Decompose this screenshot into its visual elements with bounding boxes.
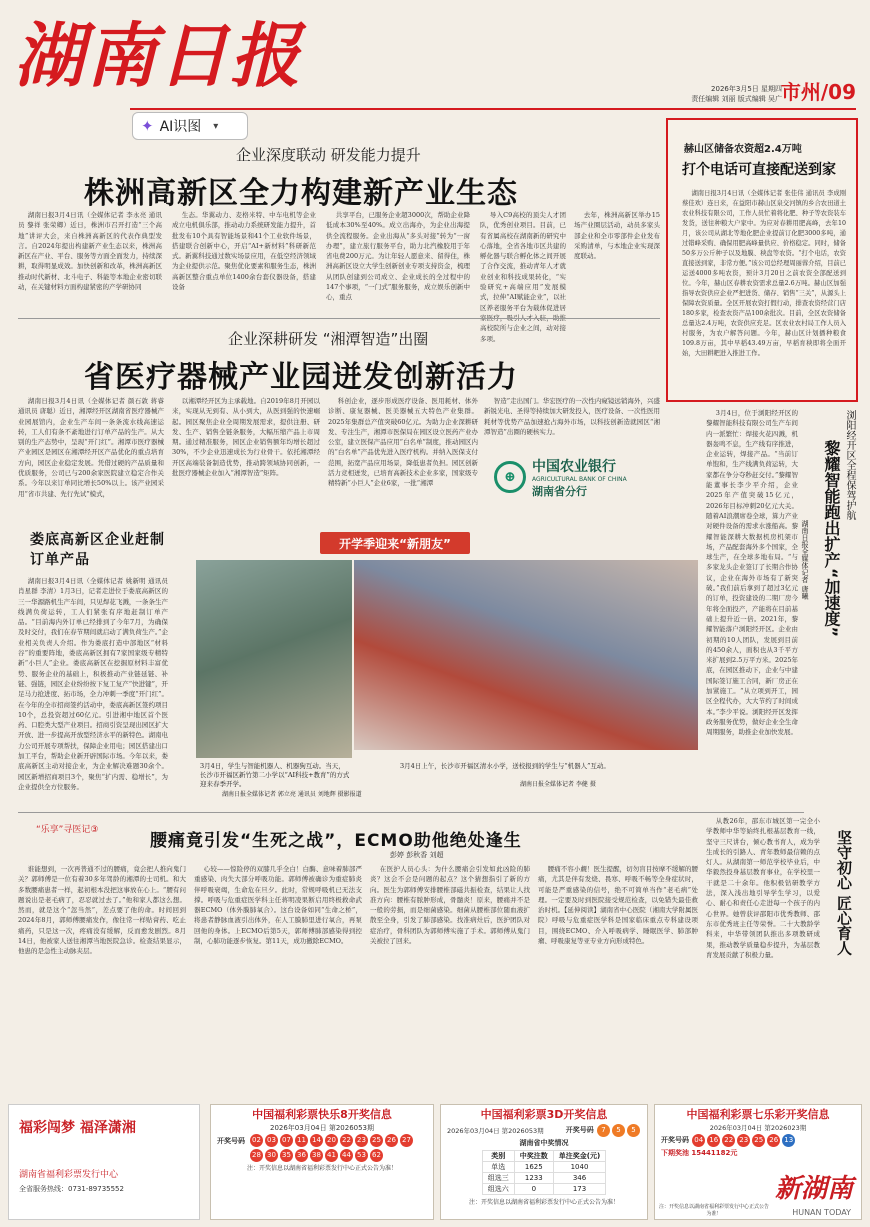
lottery-ball: 7 (597, 1124, 610, 1137)
masthead-meta (691, 84, 782, 104)
sidebar-title1: 赫山区储备农资超2.4万吨 (684, 144, 802, 155)
lottery-3d-numbers-wrap (566, 1123, 641, 1138)
lottery-ball: 14 (310, 1134, 323, 1147)
lottery-7le-balls (691, 1136, 796, 1144)
lottery-kl8-balls (249, 1133, 419, 1163)
lottery-kl8-footer: 注：开奖信息以湖南省福利彩票发行中心正式公告为准！ (246, 1165, 397, 1172)
article2-col2 (172, 396, 320, 506)
lottery-ball: 30 (265, 1149, 278, 1162)
table-cell: 173 (553, 1184, 605, 1195)
masthead-title: 湖南日报 (14, 14, 302, 97)
lottery-ball: 03 (265, 1134, 278, 1147)
lottery-ball: 41 (325, 1149, 338, 1162)
lottery-7le-numbers (655, 1133, 861, 1148)
article2-headline: 省医疗器械产业园迸发创新活力 (84, 360, 518, 395)
divider (18, 318, 660, 319)
divider (18, 812, 804, 813)
lottery-kl8-numbers (211, 1133, 433, 1163)
abc-text (532, 456, 627, 499)
article4-col3 (370, 864, 530, 1084)
article1-col4 (480, 210, 566, 343)
lottery-ball: 28 (250, 1149, 263, 1162)
lottery-3d-table (482, 1150, 606, 1195)
sidebar-title2: 打个电话可直接配送到家 (682, 162, 836, 178)
lottery-7le-footer: 注：开奖信息以湖南省福利彩票发行中心正式公告为准！ (659, 1204, 770, 1217)
article1-col1 (18, 210, 162, 310)
article4-col2 (194, 864, 362, 1084)
article1-col2-text: 生态。华翼动力、麦格米特、中车电机等企业成立电机俱乐部，推动动力系统研发能力提升，首批发布10个具有智能场景和41个工业软件场景，搭建联合创新中心，开启“AI+新材料”科研新范式。新翼科技通过数实场景应用，在低空经济领域为企业提供示范。聚焦优化要素和服务生态，株洲高新区整合重点单位1400余台套仪器设备，搭建设备 (172, 211, 316, 292)
editors-line: 责任编辑 刘丽 版式编辑 吴广 (691, 95, 782, 103)
lottery-special-ball: 13 (782, 1134, 795, 1147)
article4-col1 (18, 864, 186, 1084)
lottery-7le (654, 1104, 862, 1220)
table-row (482, 1173, 605, 1184)
lottery-ball: 62 (370, 1149, 383, 1162)
article1-col3 (326, 210, 470, 310)
lottery-ball: 25 (370, 1134, 383, 1147)
ai-image-recognition-button[interactable] (132, 112, 248, 140)
right-vertical-byline: 湖南日报全媒体记者 唐曦 (801, 520, 809, 600)
table-cell: 组选三 (482, 1173, 514, 1184)
article4-col3-text: 在医护人员心头：为什么腰痛会引发如此凶险的肺炎？这会不会是问题的起点？这个猜想指引了新的方向。医生为郭师傅安排腰椎部磁共振检查，结果让人找准方向：腰椎有脓肿形成，骨髓炎！原来，腰痛并不是一般的劳损，而是细菌感染。细菌从腰椎部位随血液扩散至全身，引发了肺部感染。找准病灶后，医护团队对症治疗，骨科团队为郭师傅实施了手术。郭师傅从鬼门关被拉了回来。 (370, 865, 530, 946)
article4-col4-text: 腰痛不容小觑！医生提醒，切勿盲目按摩不缓解的腰痛，尤其是伴有发烧、畏寒、呼吸不畅等全身症状时，可能是严重感染的信号，绝不可简单当作“老毛病”处理。一定要及时到医院接受规范检查，以免错失最佳救治时机。【延伸阅读】湖南省中心医院（湘南大学附属医院）呼吸与危重症医学科是国家临床重点专科建设项目，围绕ECMO、介入呼吸病学、睡眠医学、肺部肿瘤、呼吸康复等亚专业方向形成特色。 (538, 865, 698, 946)
welfare-org: 湖南省福利彩票发行中心 (19, 1170, 119, 1180)
article2-col4-text: 智造”走出国门。华宏医疗的一次性内窥镜远销海外，兴盛新锐光电、圣得等持续加大研发投入，医疗设备、一次性医用耗材等优势产品加速抢占海外市场，以科技创新造就园区“湘潭智造”出圈的硬核实力。 (484, 397, 660, 436)
lottery-kl8-title: 中国福利彩票快乐8开奖信息 (252, 1108, 392, 1121)
article1-kicker: 企业深度联动 研发能力提升 (236, 146, 421, 164)
lottery-3d-title: 中国福利彩票3D开奖信息 (480, 1108, 608, 1121)
photo-banner: 开学季迎来“新朋友” (320, 532, 470, 554)
lottery-3d-sub: 湖南省中奖情况 (519, 1139, 569, 1147)
table-cell: 0 (514, 1184, 553, 1195)
lottery-ball: 22 (340, 1134, 353, 1147)
article4-col2-text: 心较——惊险停的双膝几乎全白！白酶、意味着肺部严重感染、肉失大部分呼吸功能。郭师傅被确诊为重症肺炎伴呼吸衰竭，生命危在旦夕。此时，常规呼吸机已无法支撑。呼吸与危重症医学科主任蒋明凌果断启用终极救命武器ECMO（体外膜肺氧合）。这台设备如同“生命之桥”，将患者静脉血液引出体外，在人工膜肺里进行氧合，再泵回他的身体。上ECMO后第5天，郭师傅肺部感染得到控制，心肺功能逐步恢复。第11天，成功撤除ECMO。 (194, 865, 362, 946)
article1-col3-text: 共享平台，已服务企业超3000次，帮助企业降低成本30%至40%。成立出海办，为企业出海提供全流程服务。企业出海从“多头对接”转为“一窗办理”，建立旅行服务平台，助力北汽橡胶用于年省电费200万元。为让年轻人愿意来、留得住，株洲高新区设立大学生创新创业专项支持资金，梳理从团队创建到公司成立、企业成长的全过程中的147个事项，“一门式”服务服务，成立娱乐创新中心，重点 (326, 211, 470, 302)
article3-body (18, 576, 168, 808)
lottery-ball: 16 (707, 1134, 720, 1147)
table-cell: 单选 (482, 1162, 514, 1173)
article3-headline: 娄底高新区企业赶制订单产品 (30, 532, 165, 568)
lottery-kl8-label: 开奖号码 (217, 1137, 245, 1145)
lottery-ball: 35 (280, 1149, 293, 1162)
article2-kicker: 企业深耕研发 “湘潭智造”出圈 (228, 330, 429, 348)
lottery-ball: 27 (400, 1134, 413, 1147)
article3-body-text: 湖南日报3月4日讯（全媒体记者 姚新明 通讯员 肖星群 李清）1月3日，记者走进位于娄底高新区的三一华源路机生产车间，只见焊花飞溅，一条条生产线满负荷运转，工人们紧张有序地赶制订单产品。“目前海内外订单已经排到了今年7月，为确保及时交付，我们在春节期间就启动了满负荷生产。”企业相关负责人介绍。作为娄底打造中部地区“材料谷”的重要阵地，娄底高新区拥有7家国家级专精特新“小巨人”企业。娄底高新区在挖掘原材料丰富优势、服务企业的基础上，积极推动产业链延链、补链、强链，园区企业纷纷按下复工复产“快进键”，开足马力抢进度、拓市场，全力冲刺一季度“开门红”。在今年的全市招商签约活动中，娄底高新区签约项目10个，总投资超过60亿元。引进湘中地区首个医药、口腔类大型产业项目。招商引资呈现出园区扩大开放、进一步提高开放型经济水平的新特色。湖南电力公司开展专项帮扶，保障企业用电；园区搭建出口加工平台，帮助企业新开辟国际市场。今年以来，娄底高新区主动对接企业，为企业解决难题30余个。园区新增招商项目3个，聚焦“扩内需、稳增长”，为企业提供全方位服务。 (18, 577, 168, 791)
abc-bank-ad[interactable] (494, 450, 654, 504)
right-col-body-text: 3月4日，位于浏阳经开区的黎耀智能科技有限公司生产车间内一派繁忙：焊接火花四溅，机器轰鸣不息，生产线有序推进，企业运转，焊接产品。“当前订单饱和，生产线满负荷运转，大家都在争分夺秒赶交付。”黎耀智能董事长李少平介绍，企业2025年产值突破15亿元，2026年目标冲刺20亿元大关。随着AI浪潮席卷全球，算力产业对硬件设备的需求水涨船高。黎耀智能深耕大数据机房机架市场，产品配套海外多个国家，全球生产，在全球多地布局。“与多家龙头企业签订了长期合作协议，企业在海外市场有了新突破。”我们前后拿到了超过3亿元的订单，投资建设的二期厂房今年将全面投产，产能将在目前基础上提升近一倍。2021年，黎耀智能落户浏阳经开区。企业由初期的10人团队，发展到目前的450余人，面积也从3千平方米扩展到2.5万平方米。2025年底，在园区推动下，企业与中建国际签订施工合同，新厂房正在加紧施工。“从立项到开工，园区全程代办，大大节约了时间成本。”李少平说。浏阳经开区发挥政务服务优势，做好企业全生命周期服务，助推企业加快发展。 (706, 409, 798, 737)
article2-col1-text: 湖南日报3月4日讯（全媒体记者 颜石敦 蒋睿 通讯员 唐聪）近日，湘潭经开区湖南省医疗器械产业园展馆内，企业生产车间一条条流水线高速运转，工人们有条不紊地进行订单产品的生产。从大别的生产态势中，呈现“开门红”。湘潭市医疗器械产业园区是园区在湘潭经开区产品优化的重点培育方向，园区企业稳定发展。凭借过硬的产品质量和优质服务，公司已与200余家医院建立稳定合作关系。今年以来订单同比增长50%以上。该产业园采用“省市共建、先行先试”模式， (18, 397, 164, 498)
lottery-ball: 5 (612, 1124, 625, 1137)
lottery-7le-pool: 下期奖池 15441182元 (661, 1149, 738, 1157)
article2-col1 (18, 396, 164, 506)
right-col-body (706, 408, 798, 804)
sparkle-icon: ✦ (141, 117, 154, 135)
table-header-cell: 类别 (482, 1151, 514, 1162)
abc-name-en: AGRICULTURAL BANK OF CHINA (532, 475, 627, 483)
right-col2-vertical-headline: 坚守初心 匠心育人 (835, 830, 853, 956)
photo-caption1: 3月4日，学生与智能机器人、机器狗互动。当天，长沙市开福区新竹第二小学以“AI科技+教育”的方式迎来春季开学。 (200, 762, 350, 788)
lottery-7le-label: 开奖号码 (661, 1136, 689, 1144)
article1-col5 (574, 210, 660, 310)
photo-credit2: 湖南日报全媒体记者 李健 摄 (520, 781, 596, 788)
lottery-3d (440, 1104, 648, 1220)
article4-byline: 彭婷 彭秋香 刘超 (390, 851, 444, 859)
abc-branch: 湖南省分行 (532, 484, 587, 498)
lottery-kl8 (210, 1104, 434, 1220)
watermark-en: HUNAN TODAY (792, 1208, 851, 1217)
table-cell: 1040 (553, 1162, 605, 1173)
lottery-ball: 44 (340, 1149, 353, 1162)
lottery-ball: 04 (692, 1134, 705, 1147)
welfare-phone: 全省服务热线：0731-89735552 (19, 1185, 124, 1193)
lottery-3d-issue-row (441, 1123, 647, 1138)
sidebar-body (682, 189, 846, 399)
table-row (482, 1162, 605, 1173)
lottery-ball: 07 (280, 1134, 293, 1147)
lottery-ball: 5 (627, 1124, 640, 1137)
photo-red-robot (354, 560, 698, 750)
table-cell: 组选六 (482, 1184, 514, 1195)
article1-col1-text: 湖南日报3月4日讯（全媒体记者 李永亮 通讯员 黎祥 张荣卿）近日，株洲市召开打造“三个高地”讲评大会，来自株洲高新区的代表作典型发言。自2024年提出构建新产业生态以来，株洲高新区在产业、平台、服务等方面全面发力，持续深耕，取得明显成效。加快创新和改革，株洲高新区推动时代新材、北斗电子、科能等本地企业密切联动，在关键材料方面构建紧密的产学研协同 (18, 211, 162, 292)
table-header-cell: 中奖注数 (514, 1151, 553, 1162)
lottery-ball: 36 (295, 1149, 308, 1162)
sidebar-body-text: 湖南日报3月4日讯（全媒体记者 张佳伟 通讯员 李成刚 蔡佳欢）连日来，在益阳市赫山区泉交河镇的乡合农田道土农业科技有限公司，工作人员忙着将化肥、种子等农资装车发货，送往种粮大户家中。为应对春耕用肥高峰，去年10月，该公司从湖北等地化肥企业提前订化肥3000多吨，通过错峰采购、确保用肥高峰量供应、价格稳定。同时，储备50多万公斤种子以及地膜、秧盘等农资。“打个电话，农资直接送到家，非常方便。”该公司总经理周丽蓉介绍，目前已运送4000多吨农资，预计3月20日之前农资全部配送到位。今年，赫山区春耕农资需求总量2.6万吨。赫山区加强指导农资供应企业严把进货、储存、销售“三关”，从源头上保障农资质量。全区开展农资打假行动，排查农资经营门店180多家，检查农资产品100余批次。目前，全区农资储备总量达2.4万吨，农资供应充足。区农业农村局工作人员入村服务，为农户解答问题。今年，赫山区计划播种粮食109.8万亩，其中早稻43.49万亩，早稻育秧即将全面开始，大田耕耙进入推进工作。 (682, 190, 846, 357)
article4-col4 (538, 864, 698, 1084)
lottery-7le-issue: 2026年03月04日 第2026023期 (709, 1124, 807, 1132)
article1-col2 (172, 210, 316, 310)
article4-col1-text: 谁能想到，一次再普通不过的腰痛，竟会把人推向鬼门关？郭师傅是一位有着30多年驾龄的湘潭的士司机。和大多数腰痛患者一样，起初根本没把这事放在心上。“腰有问题说出是老毛病了，忍忍就过去了。”他和家人都这么想。然而，就是这个“忽当然”，差点要了他的命。时间回到2024年8月，郭师傅腰痛发作，像往常一样贴膏药、吃止痛药，只是这一次，疼痛没有缓解，反而愈发剧烈。8月14日，他被家人送往湘潭当地医院急诊。检查结果显示，他患的是急性主动脉夹层。 (18, 865, 186, 956)
table-header-cell: 单注奖金(元) (553, 1151, 605, 1162)
abc-name-cn: 中国农业银行 (532, 458, 616, 475)
photo-caption2: 3月4日上午，长沙市开福区清水小学，送校报到的学生与“机器人”互动。 (400, 762, 610, 770)
table-header-row (482, 1151, 605, 1162)
header-rule (130, 108, 856, 110)
lottery-ball: 22 (722, 1134, 735, 1147)
article2-col3 (328, 396, 478, 506)
right-col2-body (706, 816, 820, 1088)
lottery-3d-label: 开奖号码 (565, 1126, 594, 1134)
lottery-ball: 26 (385, 1134, 398, 1147)
table-cell: 1233 (514, 1173, 553, 1184)
photo-robot-dog (196, 560, 352, 758)
article4-headline: 腰痛竟引发“生死之战”，ECMO助他绝处逢生 (150, 831, 522, 851)
article2-col4 (484, 396, 660, 446)
issue-date: 2026年3月5日 星期四 (711, 85, 782, 93)
lottery-ball: 23 (355, 1134, 368, 1147)
section-tag: 市州/09 (780, 80, 856, 104)
article4-column-tag: “乐享”寻医记③ (36, 825, 99, 835)
lottery-ball: 02 (250, 1134, 263, 1147)
lottery-3d-footer: 注：开奖信息以湖南省福利彩票发行中心正式公告为准！ (468, 1199, 619, 1206)
lottery-ball: 20 (325, 1134, 338, 1147)
lottery-kl8-issue: 2026年03月04日 第2026053期 (269, 1124, 375, 1132)
article1-col5-text: 去年，株洲高新区举办15场产业圈层活动，动员多家头部企业和全市零部件企业发布采购清单，与本地企业实现深度联动。 (574, 211, 660, 261)
article2-col2-text: 以湘潭经开区为主承载地。自2019年8月开园以来，实现从无到有、从小到大，从医到强的快速崛起。园区聚焦企业全周期发展需求，提供注册、研发、生产、销售全链条服务，大幅压缩产品上市周期。通过精准服务，园区企业销售额年均增长超过30%，不少企业迅速成长为行业骨干。依托湘潭经开区高端装备制造优势，推动跨领域协同创新，一批医疗器械企业加入“湘潭智造”矩阵。 (172, 397, 320, 478)
chevron-down-icon[interactable]: ▾ (213, 120, 219, 132)
lottery-7le-title: 中国福利彩票七乐彩开奖信息 (686, 1108, 830, 1121)
right-vertical-headline: 黎耀智能跑出扩产“加速度” (822, 440, 841, 638)
lottery-ball: 53 (355, 1149, 368, 1162)
right-col2-body-text: 从教26年，邵东市城区第一完全小学教师中华等始终扎根基层教育一线，坚守三尺讲台，倾心教书育人，成为学生成长的引路人、青年教师最信赖的点灯人。从湖南第一师范学校毕业后，中华毅然投身基层教育事业，在学校里一干就是二十余年。他积极钻研教学方法，深入浅出地引导学生学习，以爱心、耐心和责任心走进每一个孩子的内心世界。她曾获评邵阳市优秀教师、邵东市优秀班主任等荣誉。二十大教龄学科来，中华带领团队推出多项教研成果，推动教学质量稳步提升，为基层教育发展贡献了积极力量。 (706, 817, 820, 959)
article1-col4-text: 导入C9高校的顶尖人才团队，优秀创业项目。目前，已有省属高校在湖南新的研究中心落地，全省各地市区共建的孵化器与联合孵化体之间开展了合作交流，推动青年人才就业创业和科技成果转化，“实验研究+高端应用”发展模式，拉伸“AI赋能企业”，以社区养老服务平台为载体促进居 高校院所与企业之间，动对接多项。 (480, 211, 566, 343)
article1-headline: 株洲高新区全力构建新产业生态 (84, 176, 518, 211)
lottery-ball: 38 (310, 1149, 323, 1162)
table-cell: 346 (553, 1173, 605, 1184)
lottery-ball: 25 (752, 1134, 765, 1147)
lottery-3d-balls (596, 1126, 641, 1134)
article2-col3-text: 科创企业，逐步形成医疗设备、医用耗材、体外诊断、康复器械、医美器械五大特色产业集群。2025年集群总产值突破60亿元。为助力企业深耕研发、专注生产，湘潭市医保局在园区设立医药产业办公室，建立医保产品应用“白名单”制度，推动园区内的“白名单”产品优先进入医疗机构。并纳入医保支付范围，拓宽产品应用场景，降低患者负担。园区创新活力竞相迸发，已培育高新技术企业多家，国家级专精特新“小巨人”企业6家，一批“湘潭 (328, 397, 478, 488)
right-vertical-kicker: 浏阳经开区全程保驾护航 (844, 410, 855, 520)
welfare-slogan: 福彩闯梦 福泽潇湘 (19, 1120, 136, 1136)
table-cell: 1625 (514, 1162, 553, 1173)
ai-button-label: AI识图 (159, 119, 202, 135)
welfare-lottery-ad[interactable] (8, 1104, 200, 1220)
sidebar-box (666, 118, 858, 402)
table-row (482, 1184, 605, 1195)
lottery-ball: 11 (295, 1134, 308, 1147)
lottery-3d-issue: 2026年03月04日 第2026053期 (447, 1126, 544, 1135)
photo-credit1: 湖南日报全媒体记者 郭立亮 通讯员 刘地辉 摄影报道 (222, 791, 362, 798)
watermark-cn: 新湖南 (774, 1174, 853, 1204)
lottery-ball: 23 (737, 1134, 750, 1147)
lottery-ball: 26 (767, 1134, 780, 1147)
abc-logo-icon: ⊕ (494, 461, 526, 493)
